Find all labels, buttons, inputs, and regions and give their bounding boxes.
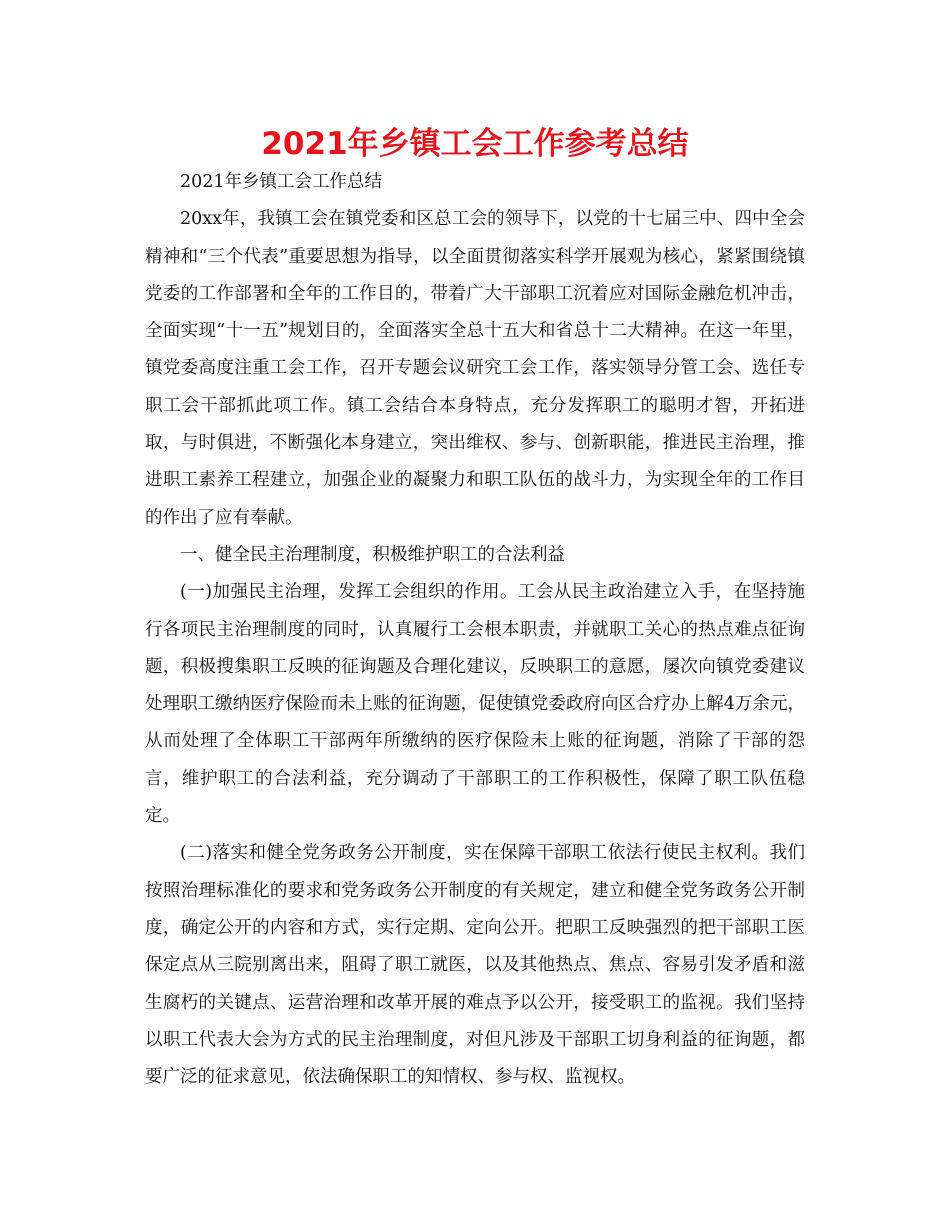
document-title: 2021年乡镇工会工作参考总结 (261, 126, 689, 162)
intro-paragraph: 20xx年，我镇工会在镇党委和区总工会的领导下，以党的十七届三中、四中全会精神和“三个代表”重要思想为指导，以全面贯彻落实科学开展观为核心，紧紧围绕镇党委的工作部署和全年的工作目的，带着广大干部职工沉着应对国际金融危机冲击，全面实现“十一五”规划目的，全面落实全总十五大和省总十二大精神。在这一年里，镇党委高度注重工会工作，召开专题会议研究工会工作，落实领导分管工会、选任专职工会干部抓此项工作。镇工会结合本身特点，充分发挥职工的聪明才智，开拓进取，与时俱进，不断强化本身建立，突出维权、参与、创新职能，推进民主治理，推进职工素养工程建立，加强企业的凝聚力和职工队伍的战斗力，为实现全年的工作目的作出了应有奉献。 (145, 209, 805, 528)
body-paragraph: (一)加强民主治理，发挥工会组织的作用。工会从民主政治建立入手，在坚持施行各项民主治理制度的同时，认真履行工会根本职责，并就职工关心的热点难点征询题，积极搜集职工反映的征询题及合理化建议，反映职工的意愿，屡次向镇党委建议处理职工缴纳医疗保险而未上账的征询题，促使镇党委政府向区合疗办上解4万余元，从而处理了全体职工干部两年所缴纳的医疗保险未上账的征询题，消除了干部的怨言，维护职工的合法利益，充分调动了干部职工的工作积极性，保障了职工队伍稳定。 (145, 582, 805, 827)
body-paragraph: (二)落实和健全党务政务公开制度，实在保障干部职工依法行使民主权利。我们按照治理标准化的要求和党务政务公开制度的有关规定，建立和健全党务政务公开制度，确定公开的内容和方式，实行定期、定向公开。把职工反映强烈的把干部职工医保定点从三院别离出来，阻碍了职工就医，以及其他热点、焦点、容易引发矛盾和滋生腐朽的关键点、运营治理和改革开展的难点予以公开，接受职工的监视。我们坚持以职工代表大会为方式的民主治理制度，对但凡涉及干部职工切身利益的征询题，都要广泛的征求意见，依法确保职工的知情权、参与权、监视权。 (145, 843, 805, 1088)
subtitle-paragraph: 2021年乡镇工会工作总结 (180, 172, 383, 192)
document-body (145, 164, 805, 1096)
section-heading: 一、健全民主治理制度，积极维护职工的合法利益 (180, 544, 565, 565)
